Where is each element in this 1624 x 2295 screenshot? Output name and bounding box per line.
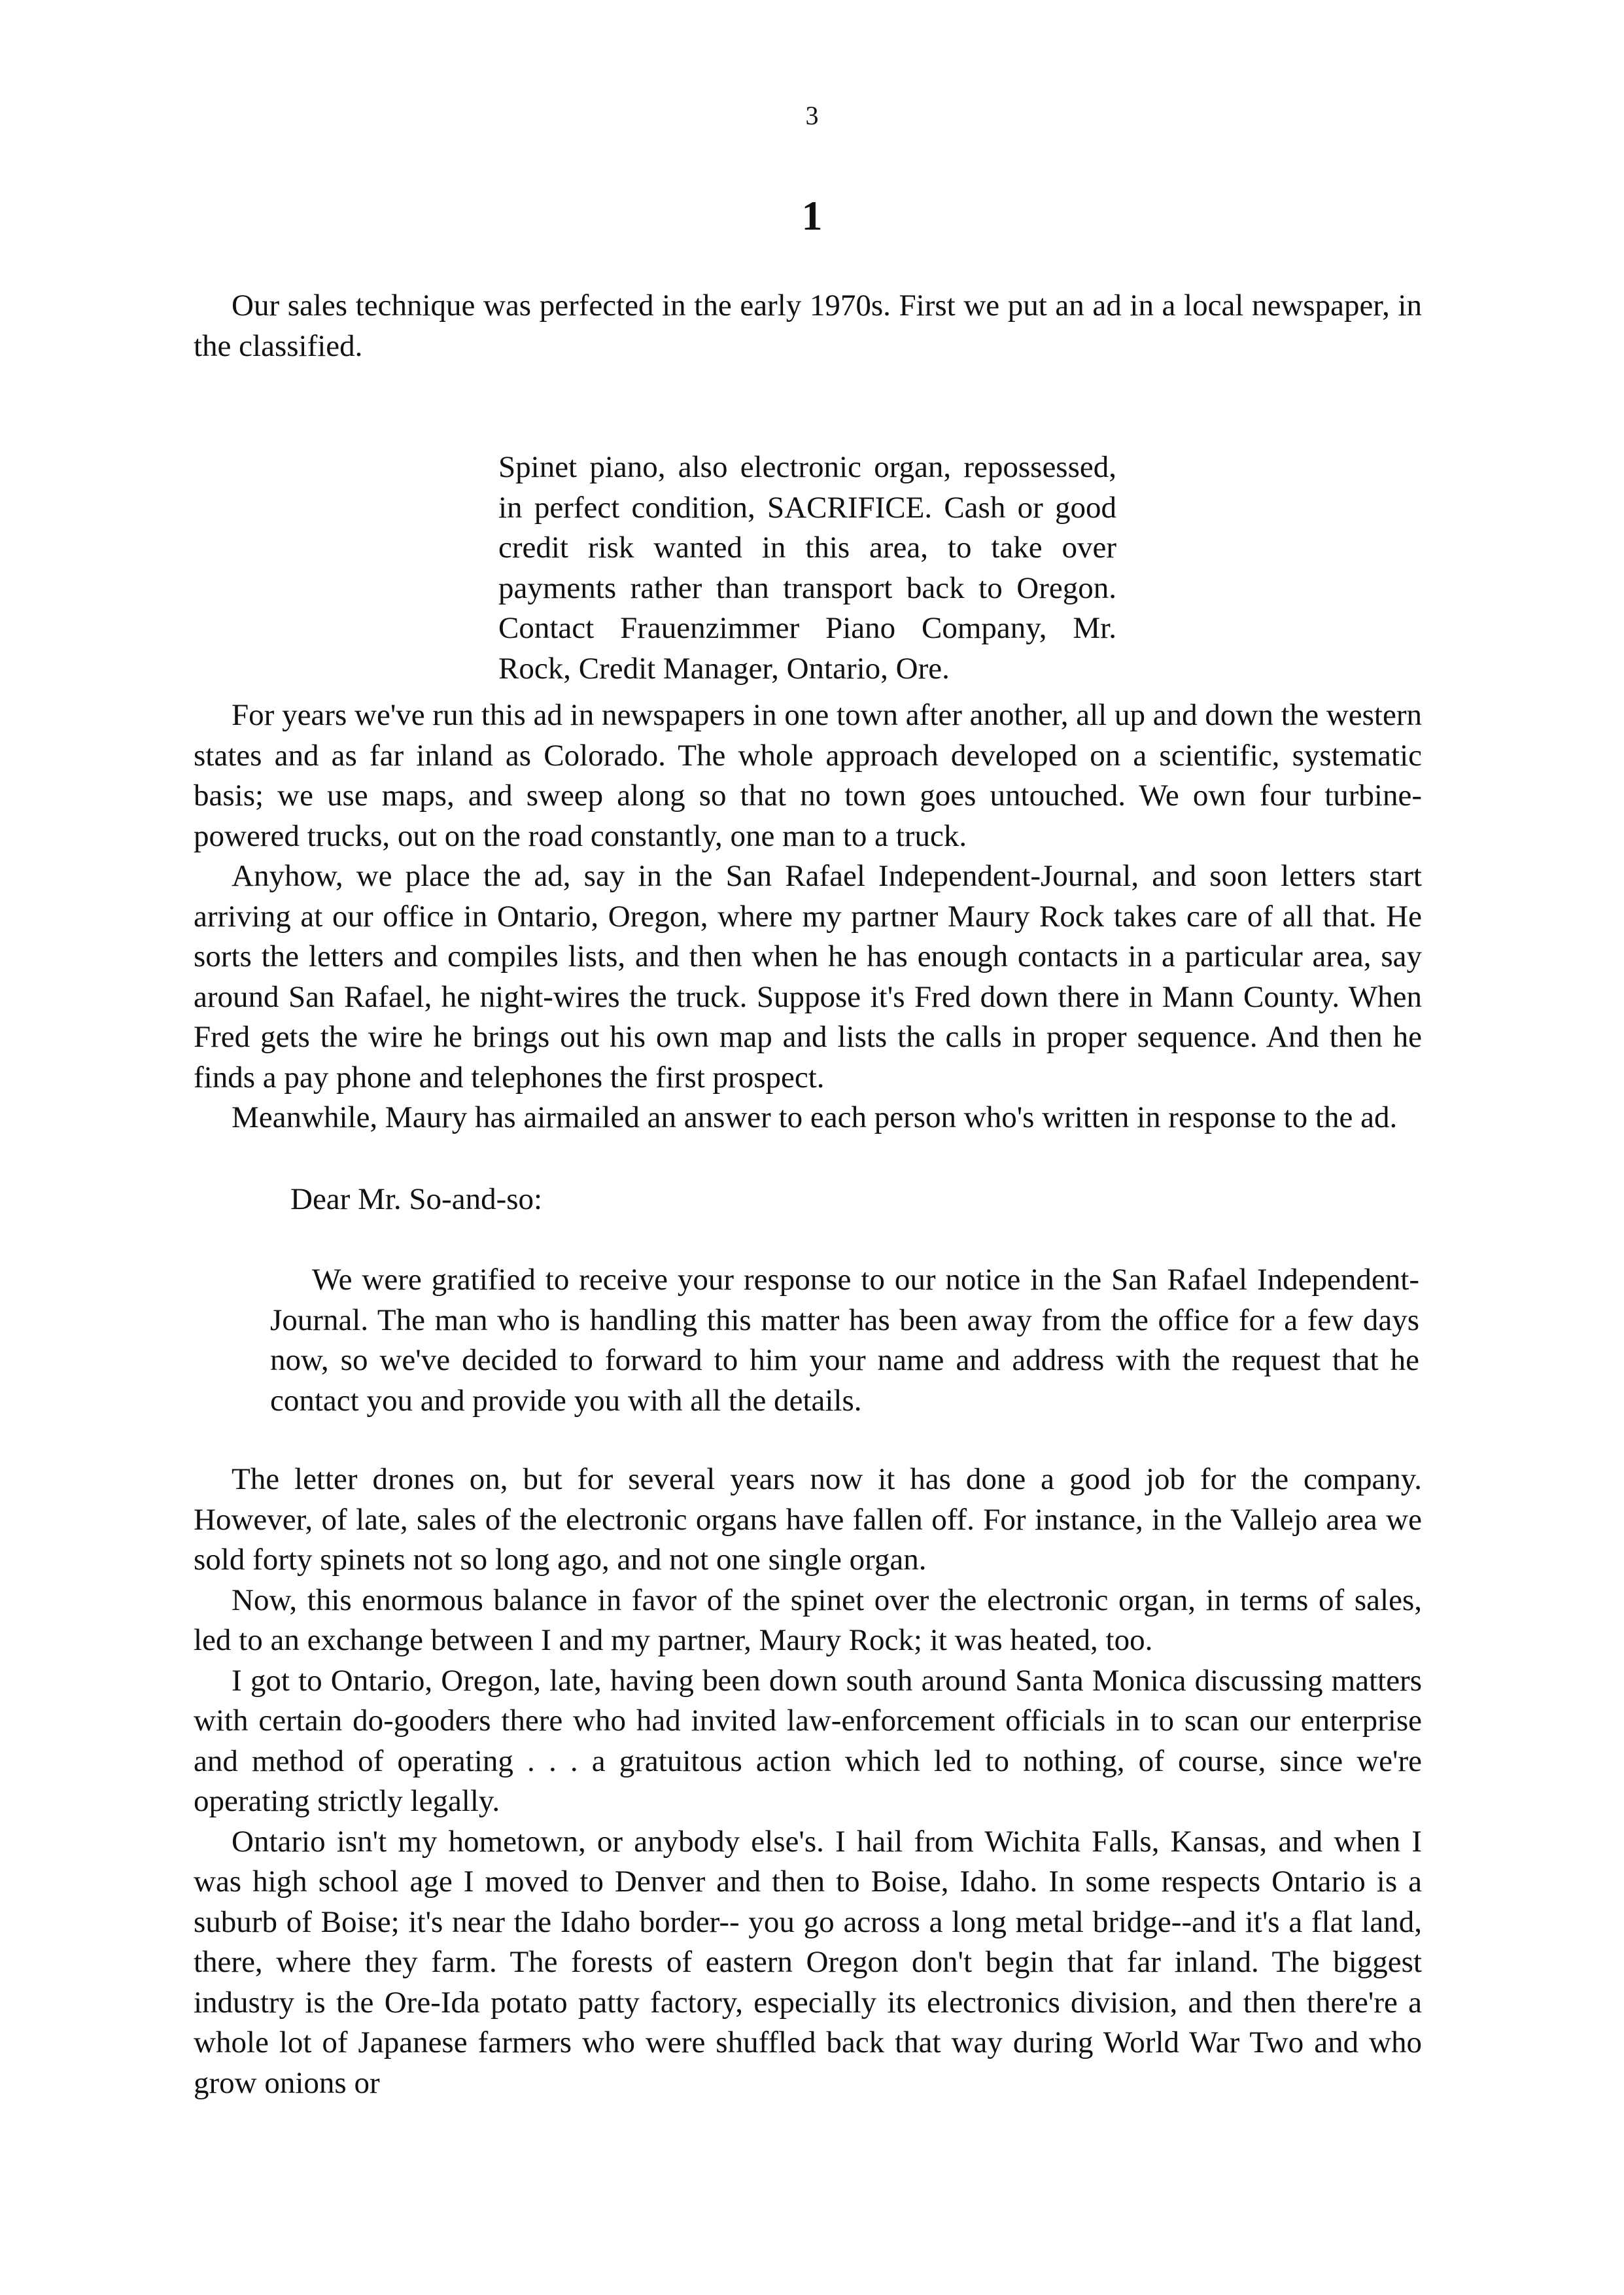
letter-quote <box>270 1260 1419 1421</box>
paragraph: The letter drones on, but for several years now it has done a good job for the company. However, of late, sales of the electronic organs have fallen off. For instance, in the Vallejo area we sold forty spinets not so long ago, and not one single organ. <box>194 1462 1422 1577</box>
letter-body-text: We were gratified to receive your response to our notice in the San Rafael Independent-Journal. The man who is handling this matter has been away from the office for a few days now, so we've decided to forward to him your name and address with the request that he contact you and provide you with all the details. <box>270 1263 1419 1418</box>
letter-salutation: Dear Mr. So-and-so: <box>290 1182 543 1216</box>
intro-section <box>194 286 1422 366</box>
paragraph: Our sales technique was perfected in the early 1970s. First we put an ad in a local newspaper, in the classified. <box>194 289 1422 363</box>
paragraph: Anyhow, we place the ad, say in the San Rafael Independent-Journal, and soon letters start arriving at our office in Ontario, Oregon, where my partner Maury Rock takes care of all that. He sorts the letters and compiles lists, and then when he has enough contacts in a particular area, say around San Rafael, he night-wires the truck. Suppose it's Fred down there in Mann County. When Fred gets the wire he brings out his own map and lists the calls in proper sequence. And then he finds a pay phone and telephones the first prospect. <box>194 859 1422 1095</box>
middle-section <box>194 695 1422 1138</box>
paragraph: Now, this enormous balance in favor of the spinet over the electronic organ, in terms of sales, led to an exchange between I and my partner, Maury Rock; it was heated, too. <box>194 1583 1422 1657</box>
paragraph: I got to Ontario, Oregon, late, having been down south around Santa Monica discussing matters with certain do-gooders there who had invited law-enforcement officials in to scan our enterprise and method of operating . . . a gratuitous action which led to nothing, of course, since we're operating strictly legally. <box>194 1663 1422 1818</box>
ad-text: Spinet piano, also electronic organ, repossessed, in perfect condition, SACRIFICE. Cash or good credit risk wanted in this area, to take over payments rather than transport back to Oregon. Contact Frauenzimmer Piano Company, Mr. Rock, Credit Manager, Ontario, Ore. <box>498 450 1116 686</box>
paragraph: Ontario isn't my hometown, or anybody else's. I hail from Wichita Falls, Kansas, and when I was high school age I moved to Denver and then to Boise, Idaho. In some respects Ontario is a suburb of Boise; it's near the Idaho border-- you go across a long metal bridge--and it's a flat land, there, where they farm. The forests of eastern Oregon don't begin that far inland. The biggest industry is the Ore-Ida potato patty factory, especially its electronics division, and then there're a whole lot of Japanese farmers who were shuffled back that way during World War Two and who grow onions or <box>194 1824 1422 2100</box>
closing-section <box>194 1460 1422 2103</box>
paragraph: For years we've run this ad in newspapers in one town after another, all up and down the western states and as far inland as Colorado. The whole approach developed on a scientific, systematic basis; we use maps, and sweep along so that no town goes untouched. We own four turbine-powered trucks, out on the road constantly, one man to a truck. <box>194 698 1422 853</box>
page-number: 3 <box>805 101 819 130</box>
chapter-heading: 1 <box>801 192 823 239</box>
paragraph: Meanwhile, Maury has airmailed an answer to each person who's written in response to the ad. <box>232 1100 1398 1134</box>
classified-ad-quote <box>498 447 1116 689</box>
